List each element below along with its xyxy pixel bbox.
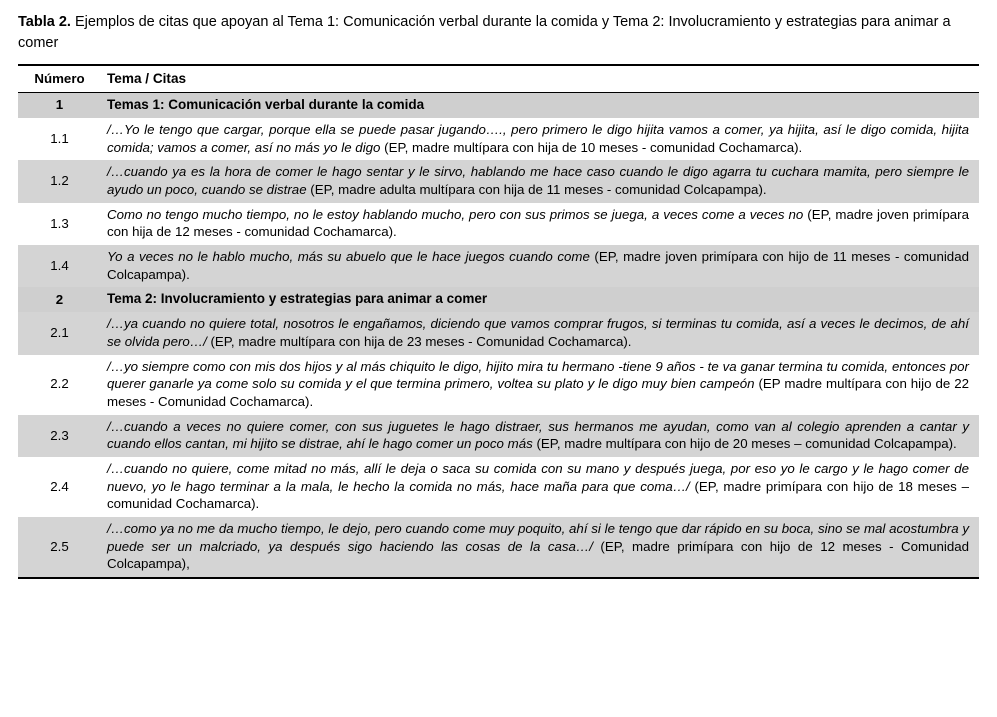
row-number: 1.1 <box>18 118 101 160</box>
quote-italic: /…cuando ya es la hora de comer le hago sentar y le sirvo, hablando me hace caso cuando le digo agarra tu cuchara mamita, pero siempre le ayudo un poco, cuando se distrae <box>107 164 969 198</box>
table-row <box>18 118 979 160</box>
quote-italic: /…Yo le tengo que cargar, porque ella se puede pasar jugando…., pero primero le digo hijita vamos a comer, ya hijita, así le digo comida, hijita comida; vamos a comer, así no más yo le digo <box>107 122 969 155</box>
quotes-table <box>18 64 979 579</box>
row-number: 2.1 <box>18 312 101 354</box>
row-number: 1.3 <box>18 203 101 245</box>
table-row-theme <box>18 287 979 312</box>
row-quote <box>101 312 979 354</box>
quote-italic: /…yo siempre como con mis dos hijos y al más chiquito le digo, hijito mira tu hermano -tiene 9 años - te va ganar termina tu comida, entonces por querer ganarle ya come solo su comida y el que termina primero, voltea su plato y le digo muy bien campeón <box>107 358 969 392</box>
row-number: 1.2 <box>18 160 101 202</box>
table-caption <box>18 12 978 54</box>
quote-source: (EP, madre joven primípara con hijo de 11 meses - comunidad Colcapampa). <box>107 249 969 282</box>
quote-italic: Yo a veces no le hablo mucho, más su abuelo que le hace juegos cuando come <box>107 249 595 265</box>
quote-source: (EP, madre multípara con hija de 10 meses - comunidad Cochamarca). <box>384 139 803 155</box>
row-quote <box>101 160 979 202</box>
table-header-row <box>18 65 979 93</box>
table-bottom-rule <box>18 577 979 578</box>
quote-source: (EP, madre primípara con hijo de 12 meses - Comunidad Colcapampa), <box>107 538 970 572</box>
row-quote <box>101 457 979 517</box>
row-quote <box>101 245 979 287</box>
table-row <box>18 160 979 202</box>
quote-source: (EP madre multípara con hijo de 22 meses - Comunidad Cochamarca). <box>107 376 969 410</box>
table-row <box>18 457 979 517</box>
row-theme-title: Temas 1: Comunicación verbal durante la comida <box>101 93 979 118</box>
row-number: 2.3 <box>18 415 101 457</box>
row-number: 2 <box>18 287 101 312</box>
quote-source: (EP, madre joven primípara con hija de 12 meses - comunidad Cochamarca). <box>107 206 969 240</box>
quote-italic: /…como ya no me da mucho tiempo, le dejo, pero cuando come muy poquito, ahí si le tengo que dar rápido en su boca, sino se mal acostumbra y puede ser un malcriado, ya después sigo haciendo las cosas de la casa…/ <box>107 521 969 554</box>
row-quote <box>101 517 979 577</box>
table-row-theme <box>18 93 979 118</box>
quote-italic: Como no tengo mucho tiempo, no le estoy hablando mucho, pero con sus primos se juega, a veces come a veces no <box>107 206 808 222</box>
row-number: 2.4 <box>18 457 101 517</box>
table-row <box>18 245 979 287</box>
table-row <box>18 517 979 577</box>
table-row <box>18 312 979 354</box>
table-caption-label: Tabla 2. <box>18 14 71 30</box>
row-number: 1.4 <box>18 245 101 287</box>
quote-source: (EP, madre primípara con hijo de 18 meses – comunidad Cochamarca). <box>107 478 969 512</box>
table-row <box>18 415 979 457</box>
row-theme-title: Tema 2: Involucramiento y estrategias para animar a comer <box>101 287 979 312</box>
quote-source: (EP, madre adulta multípara con hija de 11 meses - comunidad Colcapampa). <box>310 182 767 198</box>
row-quote <box>101 355 979 415</box>
quote-italic: /…cuando no quiere, come mitad no más, allí le deja o saca su comida con su mano y después juega, por eso yo le cargo y le hago comer de nuevo, yo le hago terminar a la mala, le hecho la comida no más, hace maña para que coma…/ <box>107 461 969 494</box>
row-quote <box>101 118 979 160</box>
row-quote <box>101 415 979 457</box>
quote-italic: /…ya cuando no quiere total, nosotros le engañamos, diciendo que vamos comprar frugos, si terminas tu comida, así a veces le decimos, de ahí se olvida pero…/ <box>107 316 969 350</box>
table-row <box>18 203 979 245</box>
table-caption-text: Ejemplos de citas que apoyan al Tema 1: Comunicación verbal durante la comida y Tema 2: Involucramiento y estrategias para animar a comer <box>18 14 951 52</box>
table-row <box>18 355 979 415</box>
header-cell-theme-quotes: Tema / Citas <box>101 65 979 93</box>
row-number: 2.5 <box>18 517 101 577</box>
header-cell-number: Número <box>18 65 101 93</box>
quote-italic: /…cuando a veces no quiere comer, con sus juguetes le hago distraer, sus hermanos me ayudan, como van al colegio aprenden a cantar y cuando ellos cantan, mi hijito se distrae, ahí le hago comer un poco más <box>107 418 969 452</box>
row-quote <box>101 203 979 245</box>
row-number: 1 <box>18 93 101 118</box>
quote-source: (EP, madre multípara con hijo de 20 meses – comunidad Colcapampa). <box>536 436 957 452</box>
quote-source: (EP, madre multípara con hija de 23 meses - Comunidad Cochamarca). <box>210 334 632 350</box>
row-number: 2.2 <box>18 355 101 415</box>
